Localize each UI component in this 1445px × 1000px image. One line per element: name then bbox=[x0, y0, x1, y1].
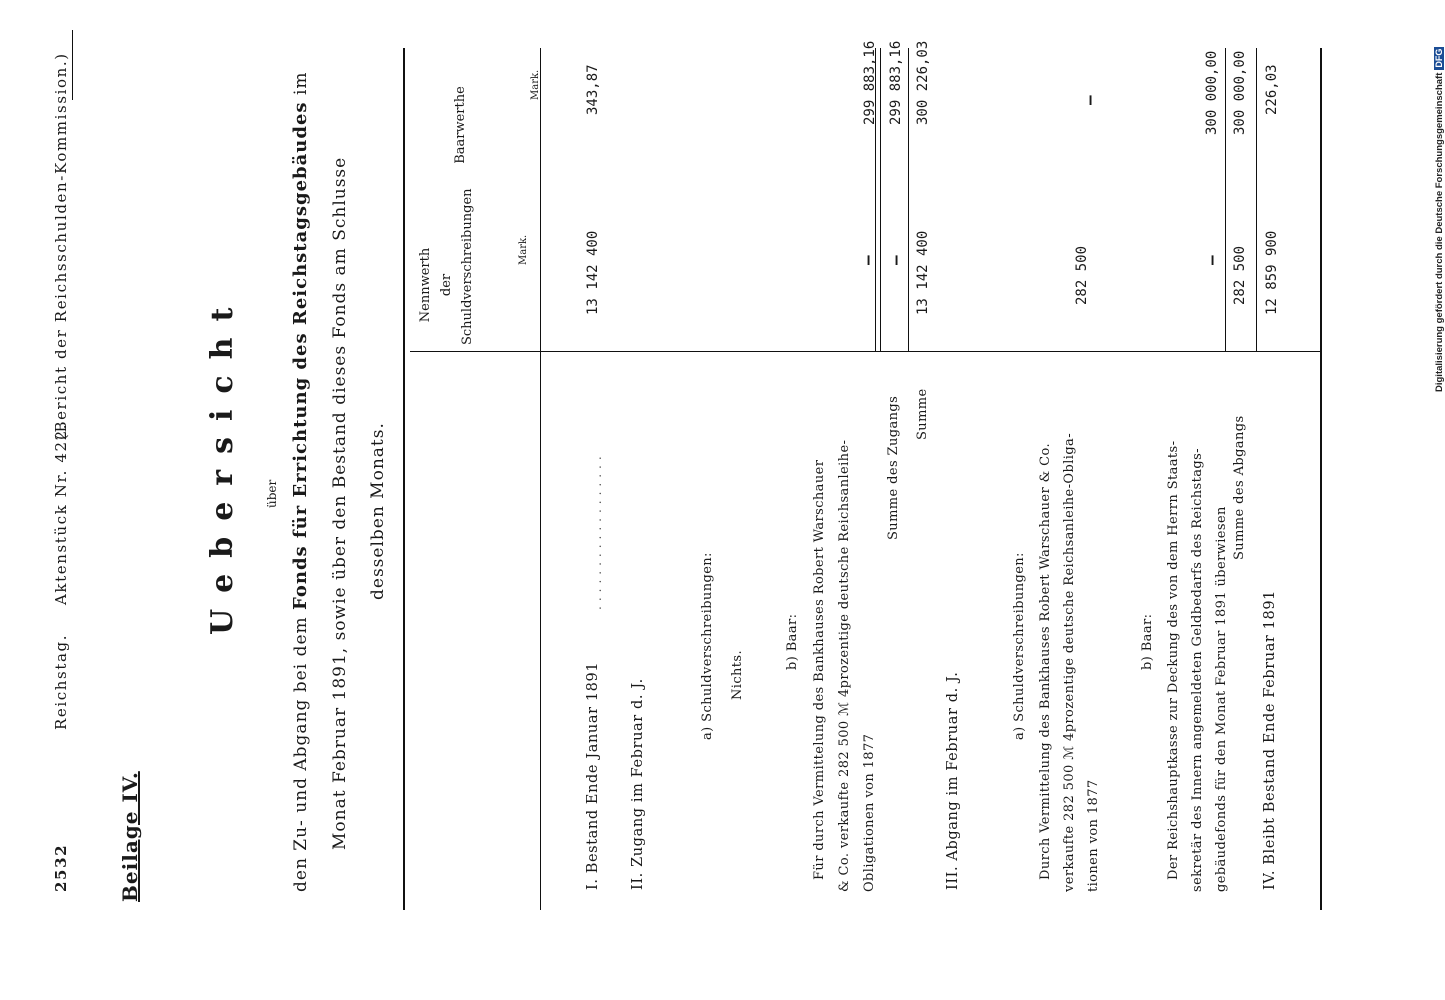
row-bestand-januar-label: I. Bestand Ende Januar 1891 bbox=[585, 661, 601, 890]
row-zugang-label: II. Zugang im Februar d. J. bbox=[630, 678, 646, 890]
row-summe-baar: 300 226,03 bbox=[915, 40, 931, 125]
row-abgang-b-line-1: Der Reichshauptkasse zur Deckung des von dem Herrn Staats- bbox=[1166, 440, 1181, 880]
digitization-note-label: Digitalisierung gefördert durch die Deutsche Forschungsgemeinschaft bbox=[1434, 72, 1445, 392]
row-abgang-a-line-1: Durch Vermittelung des Bankhauses Robert Warschauer & Co. bbox=[1038, 443, 1053, 880]
beilage-label: Beilage IV. bbox=[118, 771, 142, 902]
row-summe-label: Summe bbox=[915, 388, 930, 440]
digitization-note-text bbox=[1434, 47, 1445, 392]
header-bericht: (Bericht der Reichsschulden-Kommission.) bbox=[52, 52, 70, 440]
row-zugang-b-line-2: & Co. verkaufte 282 500 ℳ 4prozentige deutsche Reichsanleihe- bbox=[837, 439, 852, 892]
row-summe-nennwerth: 13 142 400 bbox=[915, 230, 931, 315]
table-bottom-rule bbox=[1320, 48, 1322, 910]
row-abgang-b-baar: 300 000,00 bbox=[1204, 50, 1220, 135]
row-bestand-januar-baar: 343,87 bbox=[585, 64, 601, 115]
row-abgang-b-line-3: gebäudefonds für den Monat Februar 1891 überwiesen bbox=[1214, 506, 1229, 892]
subtitle-fonds: Fonds für Errichtung des Reichstagsgebäudes bbox=[290, 101, 311, 610]
header-aktenstueck: Aktenstück Nr. 422. bbox=[52, 422, 70, 605]
nennwerth-header-line-3: Schuldverschreibungen bbox=[460, 188, 475, 345]
row-bestand-februar-baar: 226,03 bbox=[1264, 64, 1280, 115]
row-abgang-a-head: a) Schuldverschreibungen: bbox=[1012, 552, 1027, 740]
subtitle-part-c: im bbox=[291, 71, 311, 102]
row-zugang-b-line-3: Obligationen von 1877 bbox=[862, 733, 877, 892]
nennwerth-unit: Mark. bbox=[518, 234, 529, 265]
row-zugang-sum-label: Summe des Zugangs bbox=[886, 395, 901, 540]
row-abgang-b-head: b) Baar: bbox=[1140, 613, 1155, 670]
subtitle-line-2: Monat Februar 1891, sowie über den Bestand dieses Fonds am Schlusse bbox=[330, 156, 350, 850]
zugang-sum-rule bbox=[880, 48, 881, 352]
row-zugang-a-text: Nichts. bbox=[730, 649, 745, 700]
nennwerth-header bbox=[415, 188, 478, 345]
row-zugang-sum-nennwerth: — bbox=[886, 255, 905, 265]
dfg-logo: DFG bbox=[1434, 48, 1444, 68]
row-abgang-b-nennwerth: — bbox=[1202, 255, 1221, 265]
row-abgang-label: III. Abgang im Februar d. J. bbox=[945, 671, 961, 890]
row-abgang-sum-nennwerth: 282 500 bbox=[1232, 245, 1248, 305]
baarwerthe-unit: Mark. bbox=[530, 69, 541, 100]
subtitle-line-3: desselben Monats. bbox=[368, 422, 388, 600]
row-abgang-a-nennwerth: 282 500 bbox=[1074, 245, 1090, 305]
label-column-divider bbox=[540, 48, 541, 910]
summe-rule bbox=[908, 48, 909, 352]
nennwerth-header-line-1: Nennwerth bbox=[418, 247, 433, 323]
row-bestand-februar-label: IV. Bleibt Bestand Ende Februar 1891 bbox=[1262, 590, 1278, 890]
baarwerthe-header: Baarwerthe bbox=[453, 86, 468, 164]
subtitle-line-1 bbox=[290, 71, 311, 892]
header-rule bbox=[72, 30, 73, 100]
nennwerth-header-line-2: der bbox=[439, 273, 454, 297]
row-zugang-a-head: a) Schuldverschreibungen: bbox=[700, 552, 715, 740]
column-header-rule bbox=[410, 351, 1320, 352]
bestand-rule bbox=[1256, 48, 1257, 352]
table-top-rule bbox=[403, 48, 405, 910]
row-zugang-b-head: b) Baar: bbox=[785, 613, 800, 670]
row-abgang-b-line-2: sekretär des Innern angemeldeten Geldbedarfs des Reichstags- bbox=[1190, 448, 1205, 892]
row-dots: .................. bbox=[590, 451, 604, 610]
row-zugang-b-baar: 299 883,16 bbox=[862, 40, 878, 125]
header-reichstag: Reichstag. bbox=[52, 633, 70, 730]
title-ueber: über bbox=[265, 479, 279, 508]
row-zugang-sum-baar: 299 883,16 bbox=[888, 40, 904, 125]
row-bestand-januar-nennwerth: 13 142 400 bbox=[585, 230, 601, 315]
row-zugang-b-line-1: Für durch Vermittelung des Bankhauses Robert Warschauer bbox=[812, 459, 827, 880]
row-abgang-sum-baar: 300 000,00 bbox=[1232, 50, 1248, 135]
digitization-note bbox=[1412, 8, 1445, 392]
document-title: Uebersicht bbox=[205, 291, 240, 635]
row-bestand-februar-nennwerth: 12 859 900 bbox=[1264, 230, 1280, 315]
row-abgang-sum-label: Summe des Abgangs bbox=[1232, 415, 1247, 560]
page-number: 2532 bbox=[52, 843, 70, 892]
row-abgang-a-baar: — bbox=[1080, 95, 1099, 105]
subtitle-part-a: den Zu- und Abgang bei dem bbox=[291, 609, 311, 892]
row-abgang-a-line-3: tionen von 1877 bbox=[1086, 779, 1101, 892]
row-zugang-b-nennwerth: — bbox=[858, 255, 877, 265]
row-abgang-a-line-2: verkaufte 282 500 ℳ 4prozentige deutsche Reichsanleihe-Obliga- bbox=[1062, 433, 1077, 892]
abgang-sum-rule bbox=[1225, 48, 1226, 352]
